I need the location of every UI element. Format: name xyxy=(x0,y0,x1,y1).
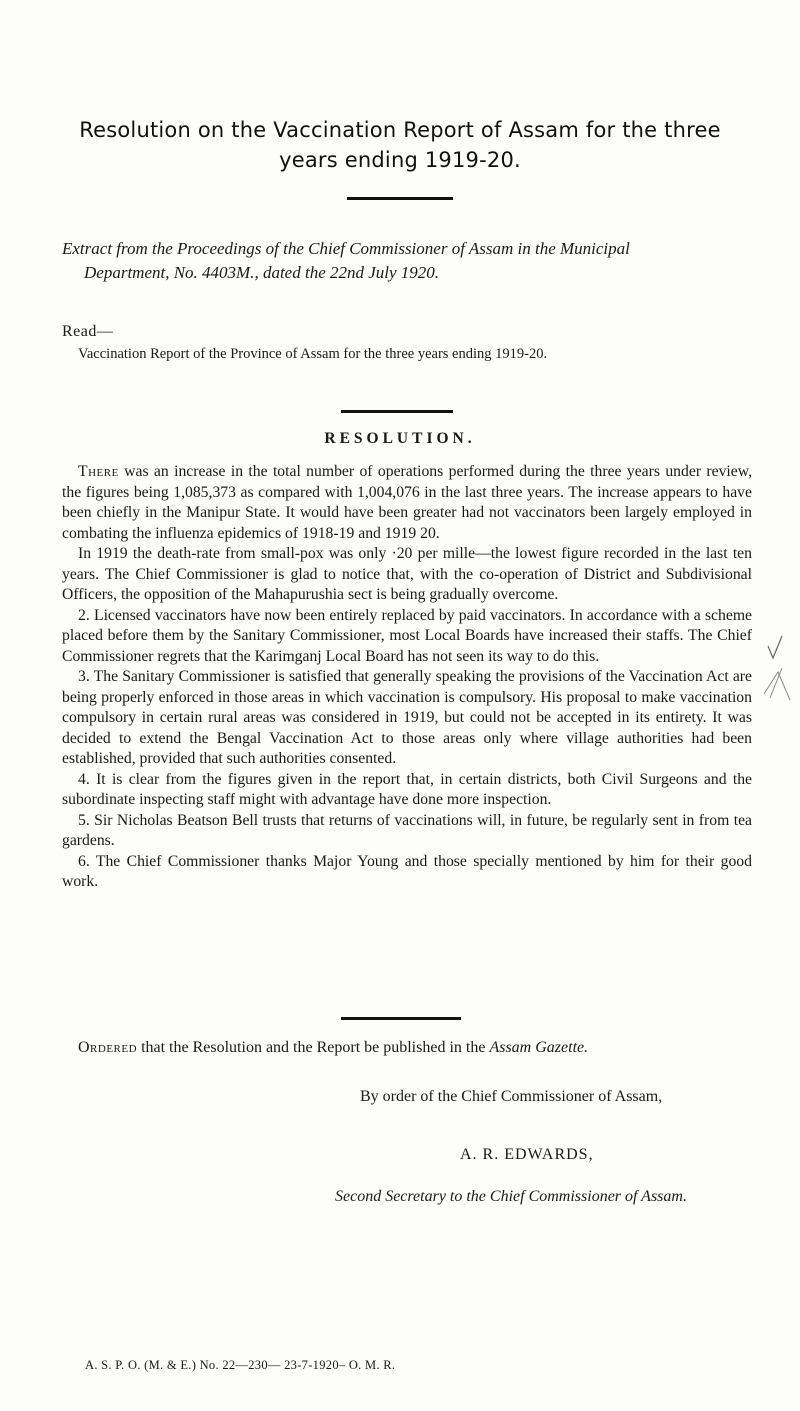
paragraph-4: 4. It is clear from the figures given in the report that, in certain districts, both Civil Surgeons and the subordinate inspecting staff might with advantage have done more inspection. xyxy=(62,770,752,808)
title-line-1: Resolution on the Vaccination Report of Assam for the three xyxy=(79,118,721,142)
read-label: Read— xyxy=(62,323,114,340)
divider-read xyxy=(341,410,453,413)
printer-imprint: A. S. P. O. (M. & E.) No. 22—230— 23-7-1920– O. M. R. xyxy=(85,1358,396,1372)
by-order-line: By order of the Chief Commissioner of Assam, xyxy=(360,1088,663,1105)
title-line-2: years ending 1919-20. xyxy=(279,148,521,172)
paragraph-3: 3. The Sanitary Commissioner is satisfied that generally speaking the provisions of the Vaccination Act are being properly enforced in those areas in which vaccination is compulsory. His proposal to make vaccination compulsory in certain rural areas was considered in 1919, but could not be accepted in its entirety. It was decided to extend the Bengal Vaccination Act to those areas only where village authorities had been established, provided that such authorities consented. xyxy=(62,668,752,767)
paragraph-6: 6. The Chief Commissioner thanks Major Young and those specially mentioned by him for their good work. xyxy=(62,852,752,890)
document-title xyxy=(40,115,760,175)
divider-bottom xyxy=(341,1017,461,1020)
extract-heading xyxy=(62,237,752,285)
paragraph-5: 5. Sir Nicholas Beatson Bell trusts that returns of vaccinations will, in future, be regularly sent in from tea gardens. xyxy=(62,811,752,849)
paragraph-2: 2. Licensed vaccinators have now been entirely replaced by paid vaccinators. In accordance with a scheme placed before them by the Sanitary Commissioner, most Local Boards have increased their staffs. The Chief Commissioner regrets that the Karimganj Local Board has not seen its way to do this. xyxy=(62,606,752,665)
margin-tick-mark-icon xyxy=(760,628,794,708)
ordered-line xyxy=(62,1039,762,1057)
paragraph-intro-text: was an increase in the total number of operations performed during the three years under review, the figures being 1,085,373 as compared with 1,004,076 in the last three years. The increase appears to have been chiefly in the Manipur State. It would have been greater had not vaccinators been largely employed in combating the influenza epidemics of 1918-19 and 1919 20. xyxy=(62,463,752,542)
divider-top xyxy=(347,197,453,200)
read-text: Vaccination Report of the Province of Assam for the three years ending 1919-20. xyxy=(78,346,548,362)
paragraph-intro xyxy=(62,462,752,544)
ordered-lead: Ordered xyxy=(78,1039,138,1056)
resolution-body xyxy=(62,462,752,893)
gazette-name: Assam Gazette. xyxy=(489,1039,589,1056)
extract-line-2: Department, No. 4403M., dated the 22nd July 1920. xyxy=(84,263,440,282)
ordered-text: that the Resolution and the Report be published in the xyxy=(137,1039,490,1056)
paragraph-1: In 1919 the death-rate from small-pox was only ·20 per mille—the lowest figure recorded in the last ten years. The Chief Commissioner is glad to notice that, with the co-operation of District and Subdivisional Officers, the opposition of the Mahapurushia sect is being gradually overcome. xyxy=(62,545,752,603)
signer-title: Second Secretary to the Chief Commissioner of Assam. xyxy=(335,1188,687,1205)
resolution-heading: RESOLUTION. xyxy=(324,430,476,447)
signer-name: A. R. EDWARDS, xyxy=(460,1146,594,1163)
paragraph-intro-lead: There xyxy=(78,463,119,480)
extract-line-1: Extract from the Proceedings of the Chief Commissioner of Assam in the Municipal xyxy=(62,239,630,258)
